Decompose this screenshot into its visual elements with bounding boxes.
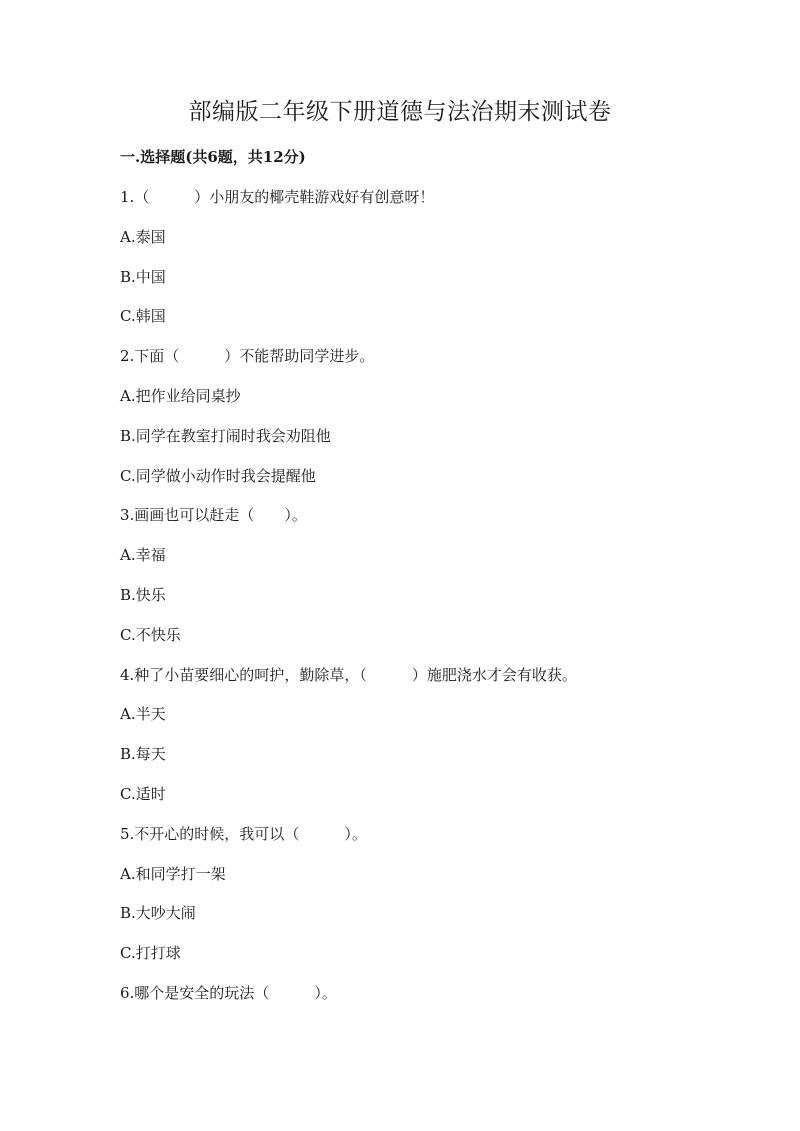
- answer-option: C.不快乐: [120, 625, 181, 644]
- answer-option: C.同学做小动作时我会提醒他: [120, 466, 316, 485]
- answer-option: C.适时: [120, 784, 166, 803]
- answer-option: C.韩国: [120, 307, 166, 326]
- answer-option: A.幸福: [120, 546, 166, 565]
- question-stem: 2.下面（ ）不能帮助同学进步。: [120, 347, 375, 366]
- answer-option: B.每天: [120, 745, 166, 764]
- question-list: [120, 183, 720, 1019]
- answer-option: C.打打球: [120, 944, 181, 963]
- answer-option: A.半天: [120, 705, 166, 724]
- question-stem: 3.画画也可以赶走（ ）。: [120, 506, 307, 525]
- answer-option: A.把作业给同桌抄: [120, 386, 241, 405]
- answer-option: A.泰国: [120, 227, 166, 246]
- question-stem: 4.种了小苗要细心的呵护，勤除草，（ ）施肥浇水才会有收获。: [120, 665, 577, 684]
- answer-option: B.同学在教室打闹时我会劝阻他: [120, 426, 331, 445]
- section-heading: 一.选择题(共6题，共12分): [120, 148, 306, 166]
- question-stem: 1.（ ）小朋友的椰壳鞋游戏好有创意呀！: [120, 188, 435, 206]
- answer-option: A.和同学打一架: [120, 864, 226, 883]
- answer-option: B.中国: [120, 267, 166, 286]
- answer-option: B.大吵大闹: [120, 904, 196, 923]
- question-stem: 6.哪个是安全的玩法（ ）。: [120, 983, 337, 1002]
- answer-option: B.快乐: [120, 585, 166, 604]
- page-title: 部编版二年级下册道德与法治期末测试卷: [188, 99, 612, 125]
- question-stem: 5.不开心的时候，我可以（ ）。: [120, 824, 367, 843]
